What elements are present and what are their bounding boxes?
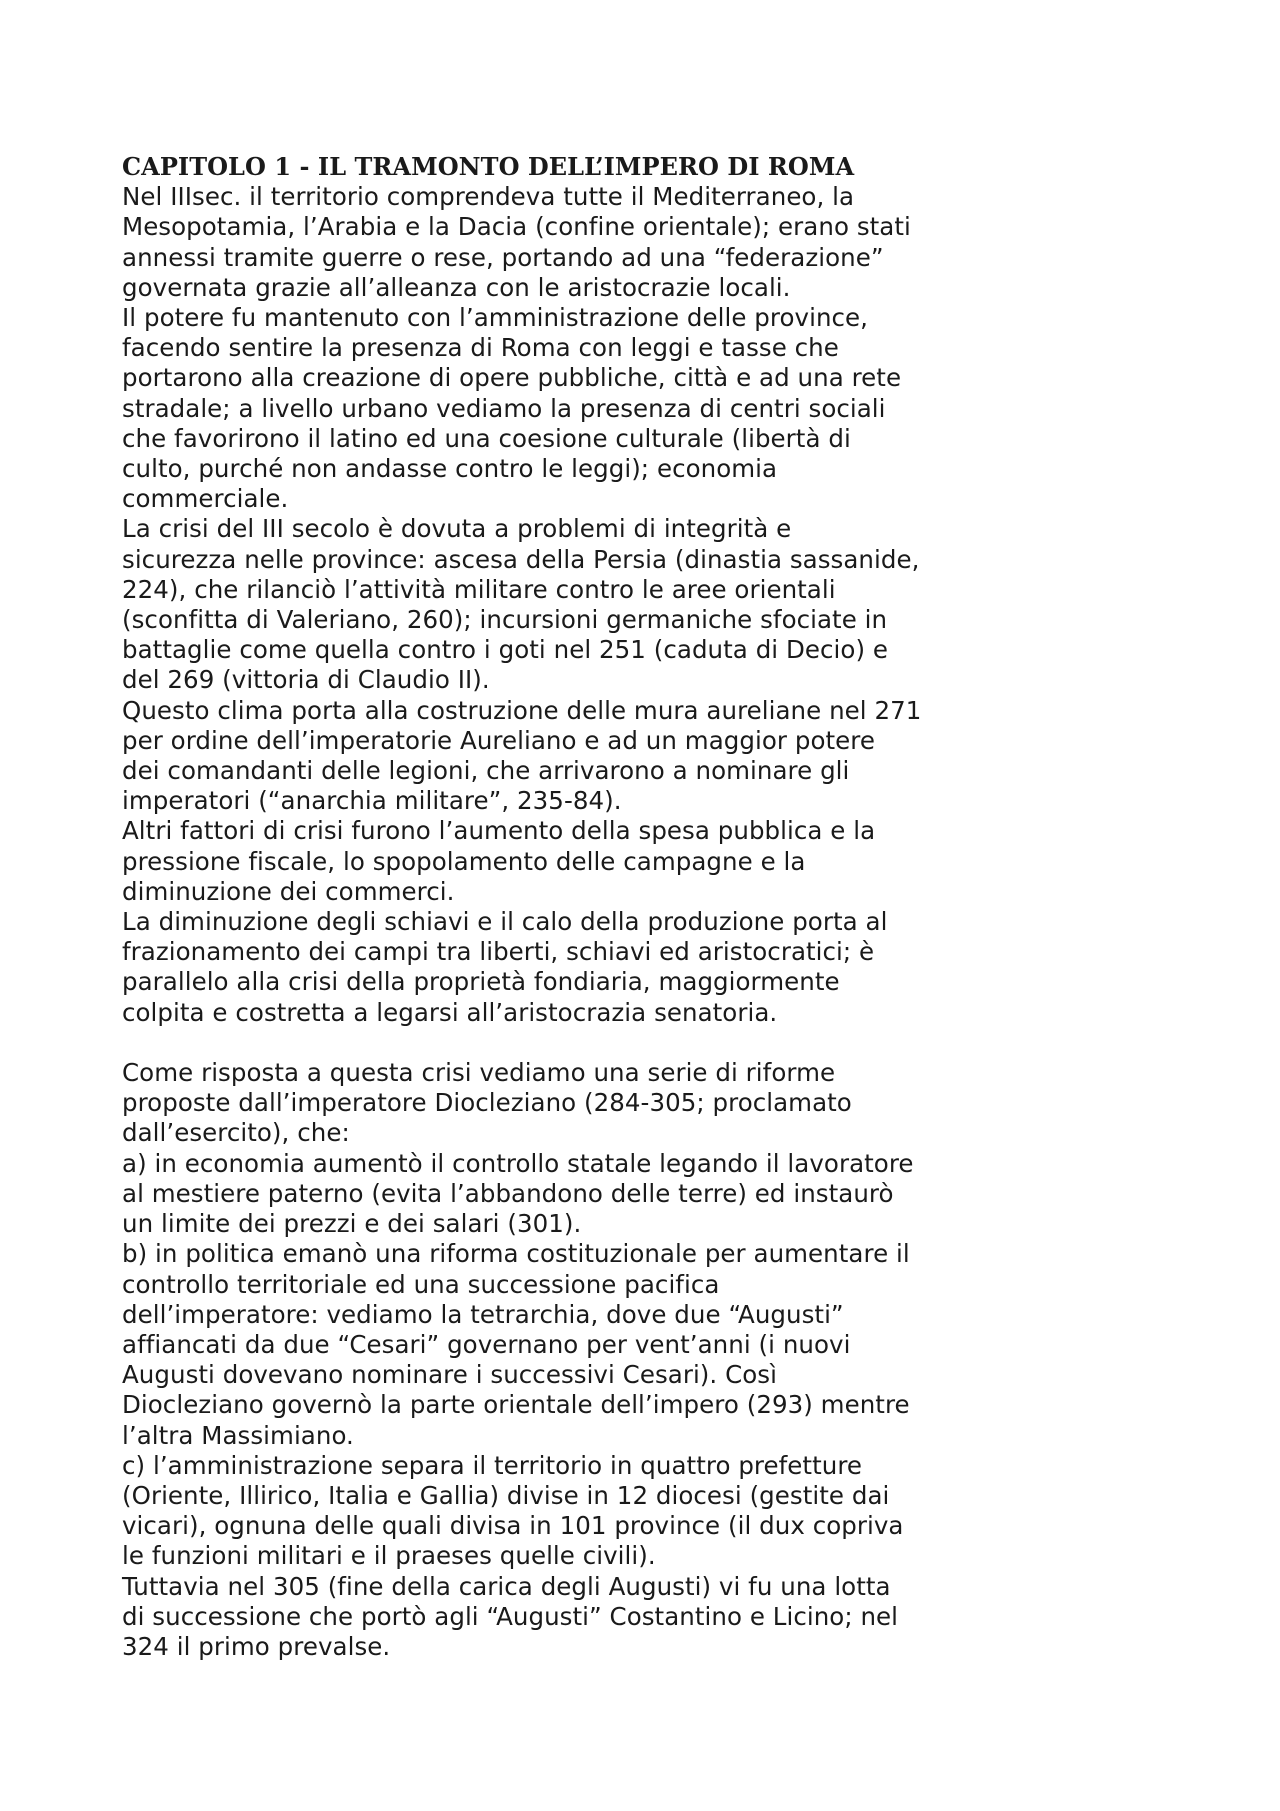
text-line: sicurezza nelle province: ascesa della Persia (dinastia sassanide, bbox=[122, 544, 920, 574]
text-line: La diminuzione degli schiavi e il calo della produzione porta al bbox=[122, 907, 888, 937]
paragraph bbox=[122, 816, 1002, 907]
text-line: 224), che rilanciò l’attività militare contro le aree orientali bbox=[122, 574, 836, 604]
text-line: le funzioni militari e il praeses quelle civili). bbox=[122, 1541, 656, 1571]
text-line: diminuzione dei commerci. bbox=[122, 876, 455, 906]
text-line: per ordine dell’imperatorie Aureliano e ad un maggior potere bbox=[122, 725, 875, 755]
text-line: vicari), ognuna delle quali divisa in 101 province (il dux copriva bbox=[122, 1511, 904, 1541]
text-line: controllo territoriale ed una successione pacifica bbox=[122, 1269, 720, 1299]
paragraph-group-1 bbox=[122, 182, 1002, 1028]
text-line: frazionamento dei campi tra liberti, schiavi ed aristocratici; è bbox=[122, 937, 875, 967]
text-line: di successione che portò agli “Augusti” Costantino e Licino; nel bbox=[122, 1601, 899, 1631]
text-line: Come risposta a questa crisi vediamo una serie di riforme bbox=[122, 1058, 836, 1088]
text-line: proposte dall’imperatore Diocleziano (284-305; proclamato bbox=[122, 1088, 852, 1118]
text-line: Altri fattori di crisi furono l’aumento della spesa pubblica e la bbox=[122, 816, 876, 846]
paragraph bbox=[122, 1149, 1002, 1240]
text-line: c) l’amministrazione separa il territorio in quattro prefetture bbox=[122, 1450, 863, 1480]
text-line: Mesopotamia, l’Arabia e la Dacia (confine orientale); erano stati bbox=[122, 212, 911, 242]
text-line: Augusti dovevano nominare i successivi Cesari). Così bbox=[122, 1360, 777, 1390]
paragraph bbox=[122, 182, 1002, 303]
text-line: Questo clima porta alla costruzione delle mura aureliane nel 271 bbox=[122, 695, 922, 725]
text-line: a) in economia aumentò il controllo statale legando il lavoratore bbox=[122, 1148, 914, 1178]
text-line: dall’esercito), che: bbox=[122, 1118, 350, 1148]
paragraph bbox=[122, 1451, 1002, 1572]
paragraph bbox=[122, 1058, 1002, 1149]
text-line: b) in politica emanò una riforma costituzionale per aumentare il bbox=[122, 1239, 910, 1269]
text-line: battaglie come quella contro i goti nel 251 (caduta di Decio) e bbox=[122, 635, 889, 665]
text-line: dei comandanti delle legioni, che arrivarono a nominare gli bbox=[122, 756, 850, 786]
text-line: del 269 (vittoria di Claudio II). bbox=[122, 665, 490, 695]
paragraph bbox=[122, 303, 1002, 514]
text-line: facendo sentire la presenza di Roma con leggi e tasse che bbox=[122, 333, 839, 363]
text-line: parallelo alla crisi della proprietà fondiaria, maggiormente bbox=[122, 967, 840, 997]
text-line: culto, purché non andasse contro le leggi); economia bbox=[122, 454, 778, 484]
text-line: 324 il primo prevalse. bbox=[122, 1631, 391, 1661]
text-line: affiancati da due “Cesari” governano per vent’anni (i nuovi bbox=[122, 1329, 851, 1359]
text-line: Nel IIIsec. il territorio comprendeva tutte il Mediterraneo, la bbox=[122, 182, 855, 212]
paragraph bbox=[122, 1572, 1002, 1663]
text-line: che favorirono il latino ed una coesione culturale (libertà di bbox=[122, 423, 851, 453]
text-line: Il potere fu mantenuto con l’amministrazione delle province, bbox=[122, 303, 869, 333]
text-line: La crisi del III secolo è dovuta a problemi di integrità e bbox=[122, 514, 792, 544]
text-line: (Oriente, Illirico, Italia e Gallia) divise in 12 diocesi (gestite dai bbox=[122, 1480, 890, 1510]
text-line: stradale; a livello urbano vediamo la presenza di centri sociali bbox=[122, 393, 886, 423]
document-body bbox=[122, 152, 1002, 1662]
paragraph bbox=[122, 1239, 1002, 1450]
text-line: Diocleziano governò la parte orientale dell’impero (293) mentre bbox=[122, 1390, 910, 1420]
text-line: imperatori (“anarchia militare”, 235-84). bbox=[122, 786, 622, 816]
paragraph-group-2 bbox=[122, 1058, 1002, 1662]
text-line: commerciale. bbox=[122, 484, 289, 514]
text-line: un limite dei prezzi e dei salari (301). bbox=[122, 1209, 582, 1239]
paragraph bbox=[122, 696, 1002, 817]
chapter-title: CAPITOLO 1 - IL TRAMONTO DELL’IMPERO DI ROMA bbox=[122, 152, 855, 181]
text-line: (sconfitta di Valeriano, 260); incursioni germaniche sfociate in bbox=[122, 605, 888, 635]
text-line: portarono alla creazione di opere pubbliche, città e ad una rete bbox=[122, 363, 902, 393]
text-line: l’altra Massimiano. bbox=[122, 1420, 354, 1450]
text-line: colpita e costretta a legarsi all’aristocrazia senatoria. bbox=[122, 997, 778, 1027]
text-line: al mestiere paterno (evita l’abbandono delle terre) ed instaurò bbox=[122, 1178, 894, 1208]
text-line: annessi tramite guerre o rese, portando ad una “federazione” bbox=[122, 242, 884, 272]
text-line: governata grazie all’alleanza con le aristocrazie locali. bbox=[122, 272, 791, 302]
text-line: Tuttavia nel 305 (fine della carica degli Augusti) vi fu una lotta bbox=[122, 1571, 891, 1601]
text-line: pressione fiscale, lo spopolamento delle campagne e la bbox=[122, 846, 806, 876]
paragraph bbox=[122, 907, 1002, 1028]
text-line: dell’imperatore: vediamo la tetrarchia, dove due “Augusti” bbox=[122, 1299, 844, 1329]
paragraph-gap bbox=[122, 1028, 1002, 1058]
paragraph bbox=[122, 514, 1002, 695]
